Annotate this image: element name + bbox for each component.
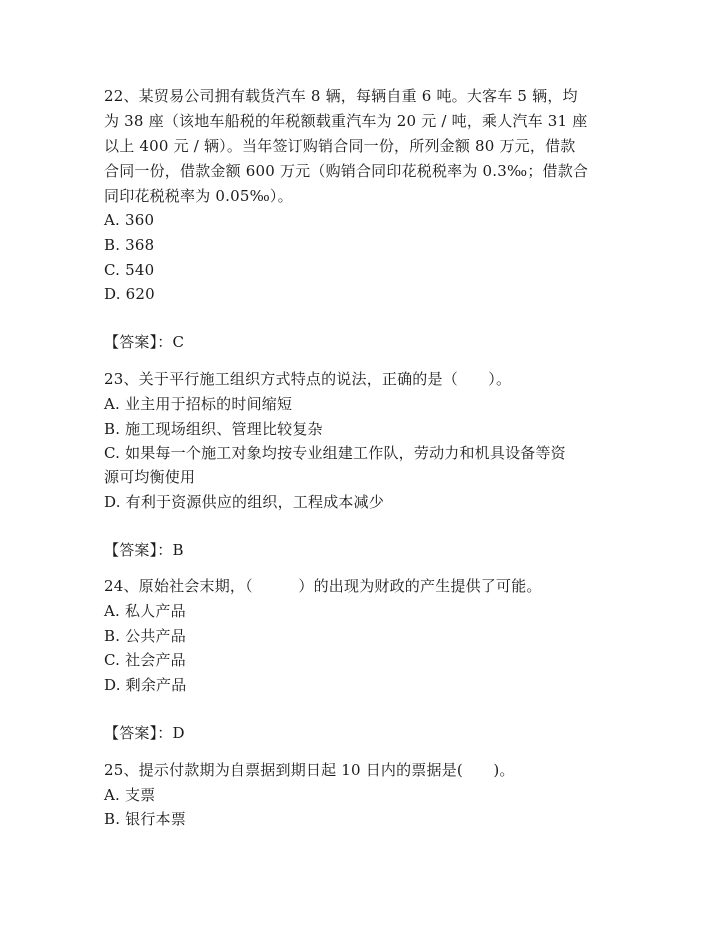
question-24-option-a: A. 私人产品 xyxy=(104,602,186,620)
question-22-answer: 【答案】：C xyxy=(104,333,185,351)
question-22-option-b: B. 368 xyxy=(104,236,155,254)
question-22-option-d: D. 620 xyxy=(104,285,155,303)
question-23-option-b: B. 施工现场组织、管理比较复杂 xyxy=(104,420,323,438)
question-25-option-a: A. 支票 xyxy=(104,786,156,804)
question-23-stem: 23、关于平行施工组织方式特点的说法，正确的是（ ）。 xyxy=(104,370,512,388)
question-22-stem-line-1: 22、某贸易公司拥有载货汽车 8 辆，每辆自重 6 吨。大客车 5 辆，均 xyxy=(104,87,578,105)
question-23-option-c-continued: 源可均衡使用 xyxy=(104,468,196,486)
question-23-option-a: A. 业主用于招标的时间缩短 xyxy=(104,395,293,413)
question-22-stem-line-3: 以上 400 元 / 辆）。当年签订购销合同一份，所列金额 80 万元，借款 xyxy=(104,137,576,155)
question-22-option-a: A. 360 xyxy=(104,211,155,229)
question-24-option-d: D. 剩余产品 xyxy=(104,676,187,694)
question-23-answer: 【答案】：B xyxy=(104,541,184,559)
question-23-option-d: D. 有利于资源供应的组织，工程成本减少 xyxy=(104,493,385,511)
question-24-answer: 【答案】：D xyxy=(104,724,185,742)
question-25-stem: 25、提示付款期为自票据到期日起 10 日内的票据是( )。 xyxy=(104,761,515,779)
question-24-stem: 24、原始社会末期，（ ）的出现为财政的产生提供了可能。 xyxy=(104,577,542,595)
question-24-option-c: C. 社会产品 xyxy=(104,651,186,669)
question-23-option-c: C. 如果每一个施工对象均按专业组建工作队，劳动力和机具设备等资 xyxy=(104,444,566,462)
question-22-stem-line-4: 合同一份，借款金额 600 万元（购销合同印花税税率为 0.3‰；借款合 xyxy=(104,162,589,180)
question-22-stem-line-5: 同印花税税率为 0.05‰）。 xyxy=(104,187,293,205)
question-22-stem-line-2: 为 38 座（该地车船税的年税额载重汽车为 20 元 / 吨，乘人汽车 31 座 xyxy=(104,112,588,130)
question-24-option-b: B. 公共产品 xyxy=(104,627,186,645)
question-22-option-c: C. 540 xyxy=(104,261,155,279)
question-25-option-b: B. 银行本票 xyxy=(104,810,186,828)
